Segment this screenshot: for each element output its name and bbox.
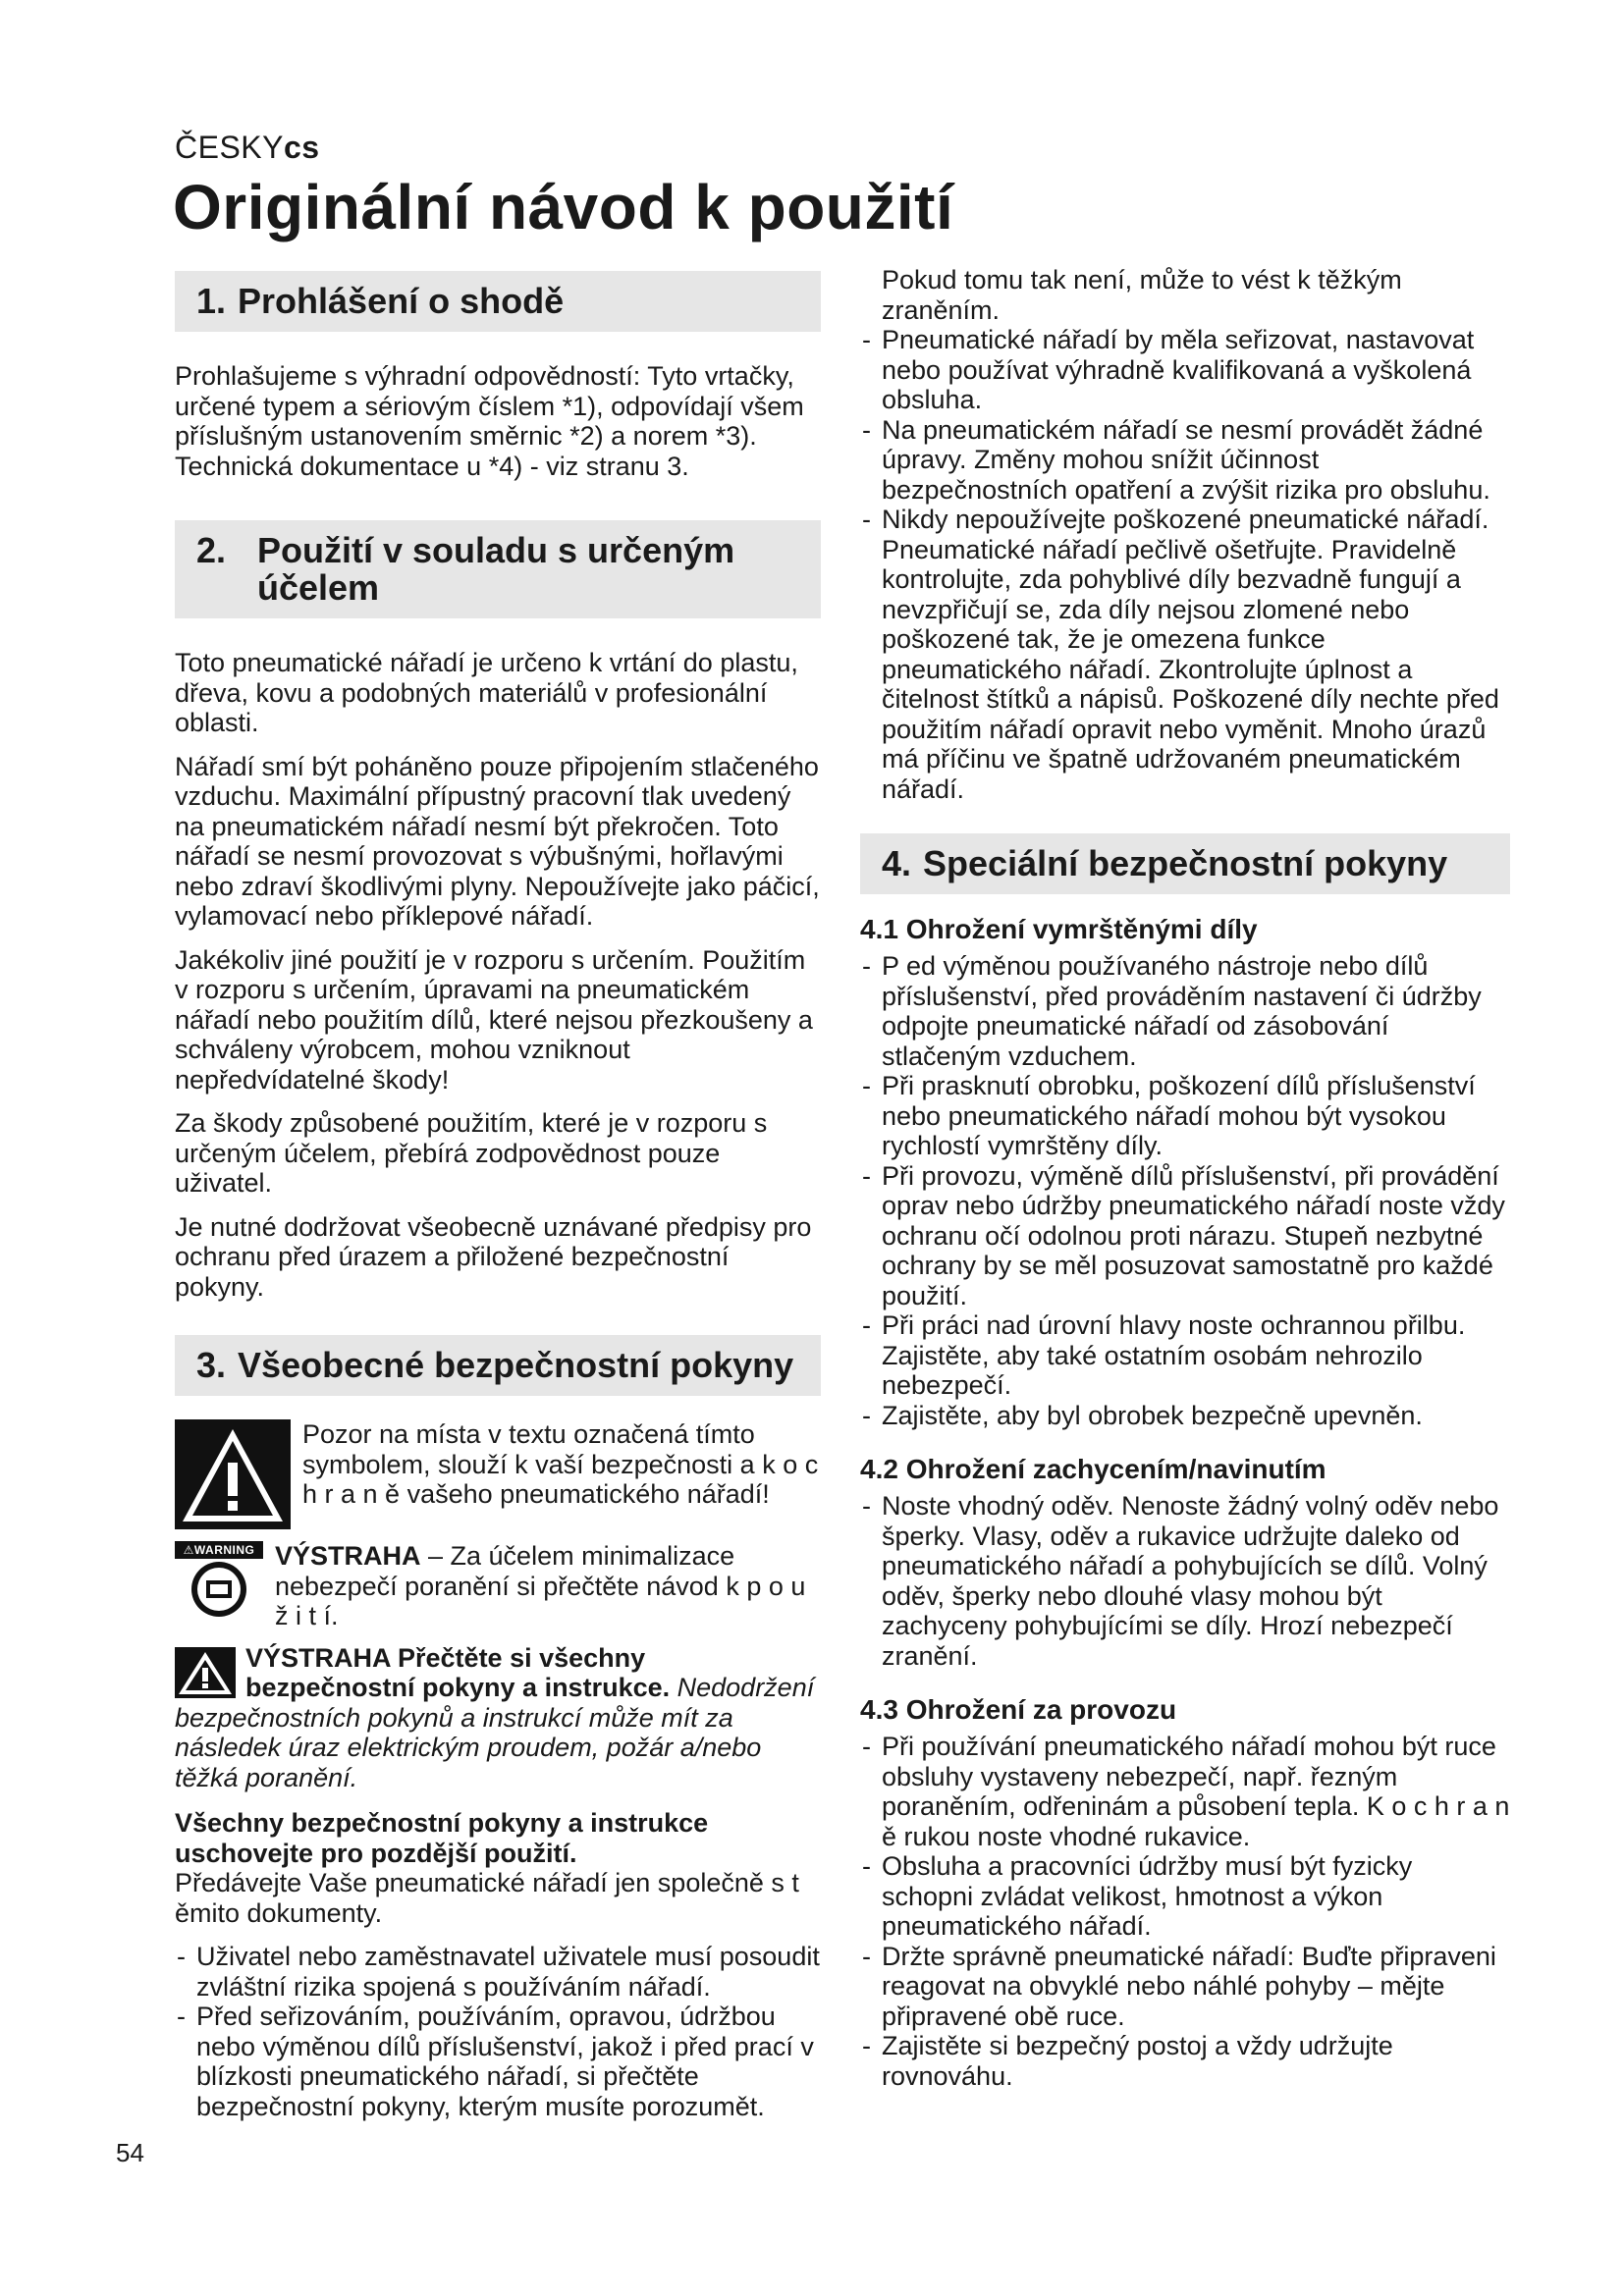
keep-instructions-text: Předávejte Vaše pneumatické nářadí jen společně s t ěmito dokumenty. bbox=[175, 1868, 799, 1928]
continuation-text: Pokud tomu tak není, může to vést k těžkým zraněním. bbox=[882, 265, 1402, 325]
section-2-heading bbox=[175, 520, 821, 618]
list-item: - Při práci nad úrovní hlavy noste ochrannou přilbu. Zajistěte, aby také ostatním osobám nehrozilo nebezpečí. bbox=[860, 1310, 1510, 1401]
declaration-paragraph: Prohlašujeme s výhradní odpovědností: Tyto vrtačky, určené typem a sériovým číslem *1), odpovídají všem příslušným ustanovením směrnic *2) a norem *3). Technická dokumentace u *4) - viz stranu 3. bbox=[175, 361, 804, 481]
list-item: - Při používání pneumatického nářadí mohou být ruce obsluhy vystaveny nebezpečí, např. řezným poraněním, odřeninám a působení tepla. K o c h r a n ě rukou noste vhodné rukavice. bbox=[860, 1732, 1510, 1851]
subsection-4-1-title: 4.1 Ohrožení vymrštěnými díly bbox=[860, 914, 1258, 944]
general-safety-list-continued bbox=[860, 325, 1510, 804]
list-item: - Uživatel nebo zaměstnavatel uživatele musí posoudit zvláštní rizika spojená s používáním nářadí. bbox=[175, 1942, 821, 2002]
list-item: - Při provozu, výměně dílů příslušenství, při provádění oprav nebo údržby pneumatického nářadí noste vždy ochranu očí odolnou proti nárazu. Stupeň nezbytné ochrany by se měl posuzovat samostatně pro každé použití. bbox=[860, 1161, 1510, 1311]
list-item: - Obsluha a pracovníci údržby musí být fyzicky schopni zvládat velikost, hmotnost a výkon pneumatického nářadí. bbox=[860, 1851, 1510, 1942]
section-title: Speciální bezpečnostní pokyny bbox=[923, 843, 1448, 883]
warning-1-text bbox=[275, 1541, 821, 1631]
warning-2-body: Nedodržení bezpečnostních pokynů a instrukcí může mít za následek úraz elektrickým proudem, požár a/nebo těžká poranění. bbox=[175, 1673, 815, 1792]
list-item: - Držte správně pneumatické nářadí: Buďte připraveni reagovat na obvyklé nebo náhlé pohyby – mějte připravené obě ruce. bbox=[860, 1942, 1510, 2032]
subsection-4-2-title: 4.2 Ohrožení zachycením/navinutím bbox=[860, 1454, 1326, 1484]
warning-triangle-icon bbox=[175, 1647, 236, 1698]
section-3-heading bbox=[175, 1335, 821, 1396]
subsection-4-3-title: 4.3 Ohrožení za provozu bbox=[860, 1694, 1177, 1725]
attention-text: Pozor na místa v textu označená tímto symbolem, slouží k vaší bezpečnosti a k o c h r a n ě vašeho pneumatického nářadí! bbox=[302, 1419, 819, 1509]
read-manual-icon bbox=[175, 1559, 263, 1620]
section-number: 2. bbox=[196, 530, 227, 570]
list-item: - Před seřizováním, používáním, opravou, údržbou nebo výměnou dílů příslušenství, jakož i před prací v blízkosti pneumatického nářadí, si přečtěte bezpečnostní pokyny, kterým musíte porozumět. bbox=[175, 2002, 821, 2121]
language-code: cs bbox=[283, 130, 320, 165]
section-1-heading bbox=[175, 271, 821, 332]
warning-1-title: VÝSTRAHA bbox=[275, 1541, 421, 1571]
section-number: 3. bbox=[196, 1345, 227, 1385]
section-title: Všeobecné bezpečnostní pokyny bbox=[238, 1345, 794, 1385]
warning-triangle-icon: ⚠ bbox=[183, 1543, 194, 1557]
usage-paragraph: Toto pneumatické nářadí je určeno k vrtání do plastu, dřeva, kovu a podobných materiálů v profesionální oblasti. bbox=[175, 648, 798, 737]
read-manual-symbol bbox=[175, 1541, 263, 1625]
list-item: - Zajistěte, aby byl obrobek bezpečně upevněn. bbox=[860, 1401, 1510, 1431]
language-header bbox=[175, 130, 320, 166]
language-name: ČESKY bbox=[175, 130, 284, 165]
subsection-4-2-list bbox=[860, 1491, 1510, 1671]
general-safety-list bbox=[175, 1942, 821, 2121]
right-column bbox=[860, 265, 1510, 2105]
list-item: - Při prasknutí obrobku, poškození dílů příslušenství nebo pneumatického nářadí mohou být vysokou rychlostí vymrštěny díly. bbox=[860, 1071, 1510, 1161]
list-item: - Nikdy nepoužívejte poškozené pneumatické nářadí. Pneumatické nářadí pečlivě ošetřujte. Pravidelně kontrolujte, zda pohyblivé díly bezvadně fungují a nevzpřičují se, zda díly nejsou zlomené nebo poškozené tak, že je omezena funkce pneumatického nářadí. Zkontrolujte úplnost a čitelnost štítků a nápisů. Poškozené díly nechte před použitím nářadí opravit nebo vyměnit. Mnoho úrazů má příčinu ve špatně udržovaném pneumatickém nářadí. bbox=[860, 505, 1510, 804]
usage-paragraph: Jakékoliv jiné použití je v rozporu s určením. Použitím v rozporu s určením, úpravami na pneumatickém nářadí nebo použitím dílů, které nejsou přezkoušeny a schváleny výrobcem, mohou vzniknout nepředvídatelné škody! bbox=[175, 944, 813, 1095]
warning-1-body: – Za účelem minimalizace nebezpečí poranění si přečtěte návod k p o u ž i t í. bbox=[275, 1541, 806, 1630]
usage-paragraph: Za škody způsobené použitím, které je v rozporu s určeným účelem, přebírá zodpovědnost pouze uživatel. bbox=[175, 1108, 768, 1198]
list-item: - Pneumatické nářadí by měla seřizovat, nastavovat nebo používat výhradně kvalifikovaná a vyškolená obsluha. bbox=[860, 325, 1510, 415]
list-item: - Noste vhodný oděv. Nenoste žádný volný oděv nebo šperky. Vlasy, oděv a rukavice udržujte daleko od pneumatického nářadí a pohybujících se dílů. Volný oděv, šperky nebo dlouhé vlasy mohou být zachyceny pohybujícími se díly. Hrozí nebezpečí zranění. bbox=[860, 1491, 1510, 1671]
section-title: Prohlášení o shodě bbox=[238, 281, 565, 321]
document-title: Originální návod k použití bbox=[173, 172, 954, 242]
attention-note bbox=[175, 1419, 821, 1529]
list-item: - P ed výměnou používaného nástroje nebo dílů příslušenství, před prováděním nastavení či údržby odpojte pneumatické nářadí od zásobování stlačeným vzduchem. bbox=[860, 951, 1510, 1071]
section-number: 4. bbox=[882, 843, 912, 883]
subsection-4-1-list bbox=[860, 951, 1510, 1430]
section-title: Použití v souladu s určeným účelem bbox=[257, 530, 735, 608]
warning-badge-label: WARNING bbox=[193, 1543, 255, 1557]
warning-badge bbox=[175, 1541, 263, 1559]
keep-instructions-heading: Všechny bezpečnostní pokyny a instrukce uschovejte pro pozdější použití. bbox=[175, 1808, 709, 1868]
section-number: 1. bbox=[196, 281, 227, 321]
warning-2-title: VÝSTRAHA Přečtěte si všechny bezpečnostní pokyny a instrukce. bbox=[245, 1642, 671, 1702]
read-all-warning bbox=[175, 1643, 821, 1793]
list-item: - Zajistěte si bezpečný postoj a vždy udržujte rovnováhu. bbox=[860, 2031, 1510, 2091]
left-column bbox=[175, 271, 821, 2135]
list-item: - Na pneumatickém nářadí se nesmí provádět žádné úpravy. Změny mohou snížit účinnost bezpečnostních opatření a zvýšit rizika pro obsluhu. bbox=[860, 415, 1510, 506]
subsection-4-3-list bbox=[860, 1732, 1510, 2091]
section-4-heading bbox=[860, 833, 1510, 894]
usage-paragraph: Nářadí smí být poháněno pouze připojením stlačeného vzduchu. Maximální přípustný pracovní tlak uvedený na pneumatickém nářadí nesmí být překročen. Toto nářadí se nesmí provozovat s výbušnými, hořlavými nebo zdraví škodlivými plyny. Nepoužívejte jako páčicí, vylamovací nebo příklepové nářadí. bbox=[175, 751, 820, 931]
read-manual-warning bbox=[175, 1541, 821, 1631]
page-number: 54 bbox=[116, 2138, 144, 2167]
attention-triangle-icon bbox=[175, 1419, 291, 1529]
usage-paragraph: Je nutné dodržovat všeobecně uznávané předpisy pro ochranu před úrazem a přiložené bezpečnostní pokyny. bbox=[175, 1211, 812, 1302]
